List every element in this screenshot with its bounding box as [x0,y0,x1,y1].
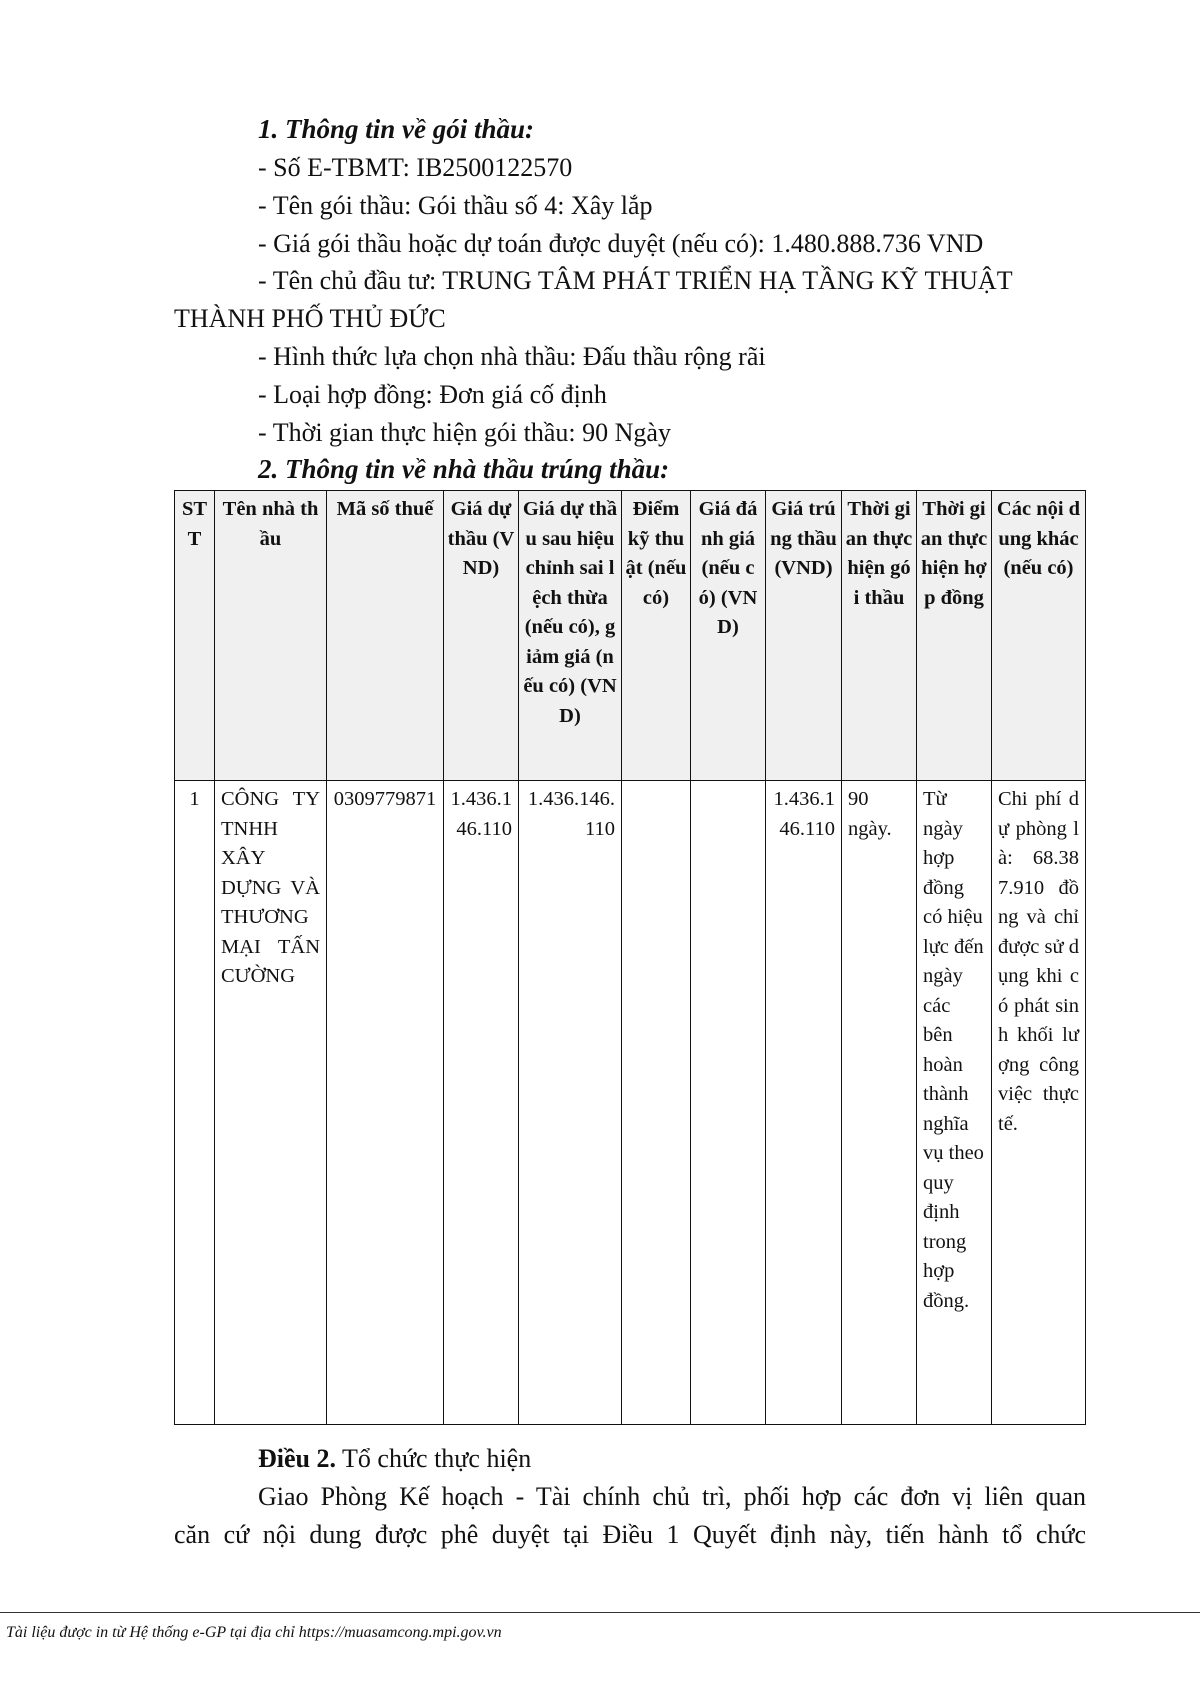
cell-other-content: Chi phí dự phòng là: 68.387.910 đồng và chỉ được sử dụng khi có phát sinh khối lượng công việc thực tế. [992,781,1086,1425]
cell-technical-score [622,781,691,1425]
article2-paragraph-line1: Giao Phòng Kế hoạch - Tài chính chủ trì, phối hợp các đơn vị liên quan [258,1482,1086,1511]
section2-heading: 2. Thông tin về nhà thầu trúng thầu: [258,454,670,484]
package-price-line: - Giá gói thầu hoặc dự toán được duyệt (nếu có): 1.480.888.736 VND [258,229,984,258]
header-tax-code: Mã số thuế [327,491,444,781]
table-header-row [175,491,1086,781]
header-technical-score: Điểm kỹ thuật (nếu có) [622,491,691,781]
table-row [175,781,1086,1425]
contract-type-line: - Loại hợp đồng: Đơn giá cố định [258,380,607,409]
cell-winning-price: 1.436.146.110 [766,781,842,1425]
header-other-content: Các nội dung khác (nếu có) [992,491,1086,781]
header-contractor-name: Tên nhà thầu [215,491,327,781]
etbmt-line: - Số E-TBMT: IB2500122570 [258,153,573,182]
cell-stt: 1 [175,781,215,1425]
header-winning-price: Giá trúng thầu (VND) [766,491,842,781]
header-adjusted-bid-price: Giá dự thầu sau hiệu chỉnh sai lệch thừa (nếu có), giảm giá (nếu có) (VND) [519,491,622,781]
section1-heading: 1. Thông tin về gói thầu: [258,114,535,144]
article2-label: Điều 2. [258,1444,336,1473]
cell-contractor-name: CÔNG TY TNHH XÂY DỰNG VÀ THƯƠNG MẠI TẤN CƯỜNG [215,781,327,1425]
header-contract-duration: Thời gian thực hiện hợp đồng [917,491,992,781]
investor-line: - Tên chủ đầu tư: TRUNG TÂM PHÁT TRIỂN HẠ TẦNG KỸ THUẬT [258,266,1013,295]
package-name-line: - Tên gói thầu: Gói thầu số 4: Xây lắp [258,191,653,220]
footer-divider [0,1612,1200,1613]
header-bid-price: Giá dự thầu (VND) [444,491,519,781]
header-evaluated-price: Giá đánh giá (nếu có) (VND) [691,491,766,781]
cell-contract-duration: Từ ngày hợp đồng có hiệu lực đến ngày các bên hoàn thành nghĩa vụ theo quy định trong hợp đồng. [917,781,992,1425]
article2-paragraph-line2: căn cứ nội dung được phê duyệt tại Điều 1 Quyết định này, tiến hành tổ chức [174,1520,1086,1549]
article2-heading [258,1444,531,1474]
cell-evaluated-price [691,781,766,1425]
cell-bid-price: 1.436.146.110 [444,781,519,1425]
selection-method-line: - Hình thức lựa chọn nhà thầu: Đấu thầu rộng rãi [258,342,766,371]
investor-line-cont: THÀNH PHỐ THỦ ĐỨC [174,304,446,333]
article2-title: Tổ chức thực hiện [342,1444,532,1473]
cell-tax-code: 0309779871 [327,781,444,1425]
winning-bidder-table [174,490,1086,1425]
cell-adjusted-bid-price: 1.436.146.110 [519,781,622,1425]
header-stt: STT [175,491,215,781]
duration-line: - Thời gian thực hiện gói thầu: 90 Ngày [258,418,671,447]
cell-package-duration: 90 ngày. [842,781,917,1425]
footer-source-note: Tài liệu được in từ Hệ thống e-GP tại địa chỉ https://muasamcong.mpi.gov.vn [6,1624,502,1641]
header-package-duration: Thời gian thực hiện gói thầu [842,491,917,781]
